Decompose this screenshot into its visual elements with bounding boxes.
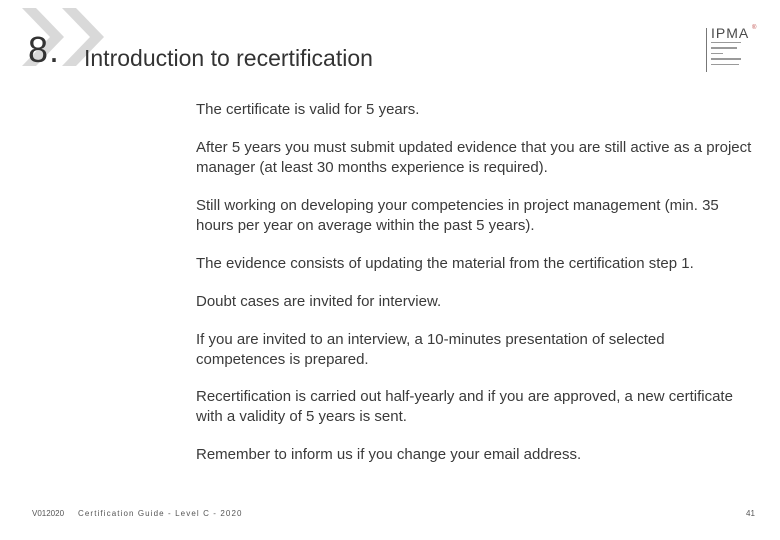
paragraph: Remember to inform us if you change your email address. xyxy=(196,446,582,463)
page-number: 41 xyxy=(746,509,755,518)
footer-guide-title: Certification Guide - Level C - 2020 xyxy=(78,509,243,518)
paragraph: Recertification is carried out half-yearly and if you are approved, a new certificate with a validity of 5 years is sent. xyxy=(196,388,733,425)
body-paragraphs xyxy=(196,100,756,465)
paragraph: Still working on developing your competencies in project management (min. 35 hours per year on average within the past 5 years). xyxy=(196,197,719,234)
paragraph: After 5 years you must submit updated evidence that you are still active as a project manager (at least 30 months experience is required). xyxy=(196,139,752,176)
paragraph: The evidence consists of updating the material from the certification step 1. xyxy=(196,255,694,272)
paragraph: Doubt cases are invited for interview. xyxy=(196,293,442,310)
ipma-logo xyxy=(706,25,760,72)
paragraph: The certificate is valid for 5 years. xyxy=(196,101,420,118)
logo-divider xyxy=(706,28,707,72)
footer-version: V012020 xyxy=(32,509,65,518)
section-number: 8. xyxy=(28,29,61,70)
paragraph: If you are invited to an interview, a 10-minutes presentation of selected competences is prepared. xyxy=(196,331,665,368)
page-title: Introduction to recertification xyxy=(84,45,373,71)
logo-fineprint-lines xyxy=(711,42,743,69)
logo-text: IPMA xyxy=(711,25,750,41)
logo-registered-mark: ® xyxy=(752,25,757,31)
